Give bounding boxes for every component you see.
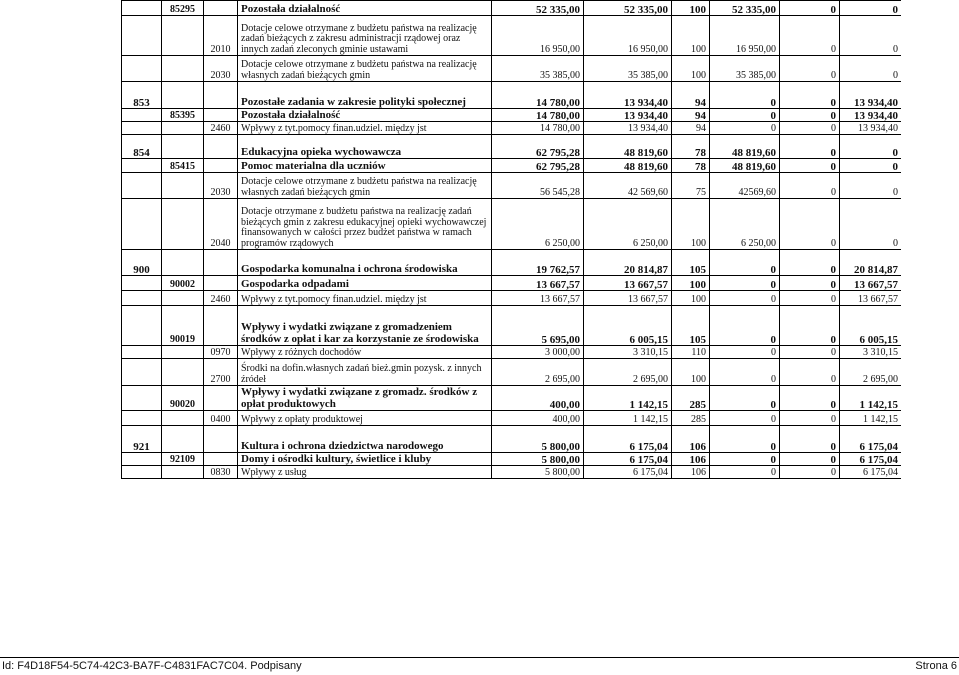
dzial-cell: 854	[122, 135, 162, 159]
biezace-cell: 52 335,00	[710, 1, 780, 16]
rozdzial-cell: 85295	[162, 1, 204, 16]
paragraf-cell	[204, 159, 238, 173]
majatkowe-cell: 0	[780, 306, 840, 346]
biezace-cell: 0	[710, 250, 780, 276]
table-row	[122, 250, 902, 276]
paragraf-cell	[204, 453, 238, 466]
table-row	[122, 346, 902, 359]
wlasne-cell: 1 142,15	[840, 386, 902, 411]
paragraf-cell	[204, 109, 238, 122]
name-cell: Pozostałe zadania w zakresie polityki społecznej	[238, 82, 492, 109]
rozdzial-cell	[162, 250, 204, 276]
table-row	[122, 466, 902, 479]
dzial-cell	[122, 199, 162, 250]
table-row	[122, 306, 902, 346]
paragraf-cell	[204, 250, 238, 276]
wlasne-cell: 0	[840, 199, 902, 250]
table-row	[122, 453, 902, 466]
wlasne-cell: 6 175,04	[840, 466, 902, 479]
biezace-cell: 0	[710, 122, 780, 135]
wykonanie-cell: 48 819,60	[584, 159, 672, 173]
paragraf-cell	[204, 426, 238, 453]
wykonanie-cell: 3 310,15	[584, 346, 672, 359]
rozdzial-cell	[162, 199, 204, 250]
biezace-cell: 6 250,00	[710, 199, 780, 250]
paragraf-cell	[204, 306, 238, 346]
plan-cell: 5 800,00	[492, 466, 584, 479]
plan-cell: 5 695,00	[492, 306, 584, 346]
wykonanie-cell: 13 667,57	[584, 276, 672, 291]
majatkowe-cell: 0	[780, 276, 840, 291]
table-row	[122, 386, 902, 411]
biezace-cell: 42569,60	[710, 173, 780, 199]
majatkowe-cell: 0	[780, 426, 840, 453]
dzial-cell	[122, 1, 162, 16]
wlasne-cell: 13 934,40	[840, 122, 902, 135]
percent-cell: 100	[672, 1, 710, 16]
name-cell: Wpływy z usług	[238, 466, 492, 479]
paragraf-cell: 0400	[204, 411, 238, 426]
table-row	[122, 291, 902, 306]
paragraf-cell	[204, 276, 238, 291]
plan-cell: 14 780,00	[492, 109, 584, 122]
plan-cell: 400,00	[492, 411, 584, 426]
biezace-cell: 0	[710, 453, 780, 466]
biezace-cell: 0	[710, 109, 780, 122]
percent-cell: 285	[672, 386, 710, 411]
table-row	[122, 56, 902, 82]
rozdzial-cell	[162, 359, 204, 386]
majatkowe-cell: 0	[780, 291, 840, 306]
percent-cell: 106	[672, 466, 710, 479]
dzial-cell	[122, 466, 162, 479]
plan-cell: 2 695,00	[492, 359, 584, 386]
plan-cell: 16 950,00	[492, 16, 584, 56]
page-footer	[0, 657, 959, 675]
biezace-cell: 0	[710, 386, 780, 411]
wlasne-cell: 6 005,15	[840, 306, 902, 346]
majatkowe-cell: 0	[780, 159, 840, 173]
name-cell: Wpływy i wydatki związane z gromadz. środków z opłat produktowych	[238, 386, 492, 411]
percent-cell: 78	[672, 135, 710, 159]
dzial-cell	[122, 56, 162, 82]
wykonanie-cell: 1 142,15	[584, 386, 672, 411]
paragraf-cell	[204, 1, 238, 16]
wykonanie-cell: 52 335,00	[584, 1, 672, 16]
rozdzial-cell: 92109	[162, 453, 204, 466]
plan-cell: 13 667,57	[492, 291, 584, 306]
name-cell: Dotacje celowe otrzymane z budżetu państwa na realizację własnych zadań bieżących gmin	[238, 173, 492, 199]
majatkowe-cell: 0	[780, 199, 840, 250]
rozdzial-cell	[162, 135, 204, 159]
paragraf-cell: 2700	[204, 359, 238, 386]
wykonanie-cell: 6 005,15	[584, 306, 672, 346]
table-row	[122, 173, 902, 199]
percent-cell: 106	[672, 453, 710, 466]
majatkowe-cell: 0	[780, 359, 840, 386]
table-row	[122, 359, 902, 386]
table-row	[122, 276, 902, 291]
table-row	[122, 411, 902, 426]
plan-cell: 62 795,28	[492, 135, 584, 159]
paragraf-cell: 0970	[204, 346, 238, 359]
wlasne-cell: 0	[840, 135, 902, 159]
name-cell: Gospodarka komunalna i ochrona środowiska	[238, 250, 492, 276]
dzial-cell: 853	[122, 82, 162, 109]
biezace-cell: 0	[710, 291, 780, 306]
rozdzial-cell: 90002	[162, 276, 204, 291]
paragraf-cell: 2460	[204, 291, 238, 306]
rozdzial-cell	[162, 411, 204, 426]
biezace-cell: 0	[710, 346, 780, 359]
table-row	[122, 159, 902, 173]
wlasne-cell: 6 175,04	[840, 453, 902, 466]
wlasne-cell: 1 142,15	[840, 411, 902, 426]
document-id-text: Id: F4D18F54-5C74-42C3-BA7F-C4831FAC7C04. Podpisany	[2, 660, 302, 672]
dzial-cell	[122, 109, 162, 122]
paragraf-cell: 2030	[204, 56, 238, 82]
wlasne-cell: 13 667,57	[840, 291, 902, 306]
plan-cell: 62 795,28	[492, 159, 584, 173]
wykonanie-cell: 13 934,40	[584, 122, 672, 135]
biezace-cell: 0	[710, 276, 780, 291]
plan-cell: 13 667,57	[492, 276, 584, 291]
biezace-cell: 16 950,00	[710, 16, 780, 56]
name-cell: Gospodarka odpadami	[238, 276, 492, 291]
rozdzial-cell: 85415	[162, 159, 204, 173]
name-cell: Wpływy z opłaty produktowej	[238, 411, 492, 426]
name-cell: Dotacje celowe otrzymane z budżetu państwa na realizację własnych zadań bieżących gmin	[238, 56, 492, 82]
name-cell: Pozostała działalność	[238, 109, 492, 122]
name-cell: Kultura i ochrona dziedzictwa narodowego	[238, 426, 492, 453]
dzial-cell	[122, 386, 162, 411]
name-cell: Wpływy z różnych dochodów	[238, 346, 492, 359]
wykonanie-cell: 35 385,00	[584, 56, 672, 82]
percent-cell: 94	[672, 109, 710, 122]
table-row	[122, 199, 902, 250]
majatkowe-cell: 0	[780, 346, 840, 359]
paragraf-cell: 2460	[204, 122, 238, 135]
majatkowe-cell: 0	[780, 1, 840, 16]
percent-cell: 105	[672, 250, 710, 276]
percent-cell: 75	[672, 173, 710, 199]
percent-cell: 110	[672, 346, 710, 359]
majatkowe-cell: 0	[780, 56, 840, 82]
plan-cell: 400,00	[492, 386, 584, 411]
percent-cell: 100	[672, 56, 710, 82]
percent-cell: 105	[672, 306, 710, 346]
rozdzial-cell	[162, 466, 204, 479]
name-cell: Dotacje otrzymane z budżetu państwa na realizację zadań bieżących gmin z zakresu edukacyjnej opieki wychowawczej finansowanych w całości przez budżet państwa w ramach programów rządowych	[238, 199, 492, 250]
rozdzial-cell: 85395	[162, 109, 204, 122]
plan-cell: 35 385,00	[492, 56, 584, 82]
name-cell: Środki na dofin.własnych zadań bież.gmin pozysk. z innych źródeł	[238, 359, 492, 386]
table-row	[122, 426, 902, 453]
majatkowe-cell: 0	[780, 386, 840, 411]
paragraf-cell: 2030	[204, 173, 238, 199]
rozdzial-cell	[162, 346, 204, 359]
biezace-cell: 0	[710, 306, 780, 346]
wlasne-cell: 2 695,00	[840, 359, 902, 386]
wlasne-cell: 6 175,04	[840, 426, 902, 453]
wykonanie-cell: 48 819,60	[584, 135, 672, 159]
dzial-cell	[122, 359, 162, 386]
plan-cell: 19 762,57	[492, 250, 584, 276]
table-row	[122, 135, 902, 159]
plan-cell: 5 800,00	[492, 426, 584, 453]
wykonanie-cell: 42 569,60	[584, 173, 672, 199]
wykonanie-cell: 20 814,87	[584, 250, 672, 276]
wykonanie-cell: 2 695,00	[584, 359, 672, 386]
dzial-cell	[122, 276, 162, 291]
majatkowe-cell: 0	[780, 173, 840, 199]
percent-cell: 100	[672, 199, 710, 250]
wykonanie-cell: 6 175,04	[584, 453, 672, 466]
budget-table-container	[121, 0, 901, 514]
majatkowe-cell: 0	[780, 82, 840, 109]
wlasne-cell: 20 814,87	[840, 250, 902, 276]
wlasne-cell: 0	[840, 1, 902, 16]
table-row	[122, 82, 902, 109]
wykonanie-cell: 6 175,04	[584, 426, 672, 453]
wlasne-cell: 0	[840, 16, 902, 56]
plan-cell: 5 800,00	[492, 453, 584, 466]
rozdzial-cell	[162, 291, 204, 306]
dzial-cell	[122, 453, 162, 466]
table-row	[122, 16, 902, 56]
plan-cell: 56 545,28	[492, 173, 584, 199]
biezace-cell: 48 819,60	[710, 135, 780, 159]
paragraf-cell: 2040	[204, 199, 238, 250]
majatkowe-cell: 0	[780, 411, 840, 426]
biezace-cell: 48 819,60	[710, 159, 780, 173]
wlasne-cell: 13 934,40	[840, 82, 902, 109]
majatkowe-cell: 0	[780, 109, 840, 122]
wykonanie-cell: 16 950,00	[584, 16, 672, 56]
name-cell: Wpływy z tyt.pomocy finan.udziel. między jst	[238, 291, 492, 306]
biezace-cell: 0	[710, 466, 780, 479]
table-row	[122, 109, 902, 122]
wykonanie-cell: 13 934,40	[584, 82, 672, 109]
plan-cell: 6 250,00	[492, 199, 584, 250]
dzial-cell	[122, 122, 162, 135]
rozdzial-cell: 90019	[162, 306, 204, 346]
paragraf-cell	[204, 135, 238, 159]
majatkowe-cell: 0	[780, 453, 840, 466]
majatkowe-cell: 0	[780, 466, 840, 479]
dzial-cell	[122, 346, 162, 359]
page-number: Strona 6	[915, 660, 957, 672]
majatkowe-cell: 0	[780, 122, 840, 135]
wlasne-cell: 3 310,15	[840, 346, 902, 359]
plan-cell: 14 780,00	[492, 82, 584, 109]
rozdzial-cell	[162, 173, 204, 199]
dzial-cell	[122, 173, 162, 199]
percent-cell: 100	[672, 276, 710, 291]
rozdzial-cell	[162, 122, 204, 135]
name-cell: Edukacyjna opieka wychowawcza	[238, 135, 492, 159]
percent-cell: 100	[672, 291, 710, 306]
dzial-cell	[122, 291, 162, 306]
majatkowe-cell: 0	[780, 16, 840, 56]
name-cell: Dotacje celowe otrzymane z budżetu państwa na realizację zadań bieżących z zakresu administracji rządowej oraz innych zadań zleconych gminie ustawami	[238, 16, 492, 56]
biezace-cell: 0	[710, 359, 780, 386]
rozdzial-cell	[162, 56, 204, 82]
plan-cell: 3 000,00	[492, 346, 584, 359]
paragraf-cell	[204, 82, 238, 109]
wlasne-cell: 13 667,57	[840, 276, 902, 291]
name-cell: Domy i ośrodki kultury, świetlice i kluby	[238, 453, 492, 466]
wykonanie-cell: 1 142,15	[584, 411, 672, 426]
percent-cell: 285	[672, 411, 710, 426]
name-cell: Pozostała działalność	[238, 1, 492, 16]
dzial-cell	[122, 306, 162, 346]
wlasne-cell: 13 934,40	[840, 109, 902, 122]
paragraf-cell: 0830	[204, 466, 238, 479]
biezace-cell: 0	[710, 426, 780, 453]
wykonanie-cell: 13 934,40	[584, 109, 672, 122]
paragraf-cell	[204, 386, 238, 411]
wykonanie-cell: 6 175,04	[584, 466, 672, 479]
rozdzial-cell	[162, 16, 204, 56]
wykonanie-cell: 6 250,00	[584, 199, 672, 250]
plan-cell: 52 335,00	[492, 1, 584, 16]
majatkowe-cell: 0	[780, 135, 840, 159]
percent-cell: 78	[672, 159, 710, 173]
percent-cell: 94	[672, 82, 710, 109]
rozdzial-cell: 90020	[162, 386, 204, 411]
table-body	[122, 1, 902, 479]
wykonanie-cell: 13 667,57	[584, 291, 672, 306]
plan-cell: 14 780,00	[492, 122, 584, 135]
dzial-cell	[122, 411, 162, 426]
budget-table	[121, 0, 901, 479]
dzial-cell: 900	[122, 250, 162, 276]
wlasne-cell: 0	[840, 173, 902, 199]
biezace-cell: 35 385,00	[710, 56, 780, 82]
table-row	[122, 122, 902, 135]
majatkowe-cell: 0	[780, 250, 840, 276]
dzial-cell	[122, 16, 162, 56]
wlasne-cell: 0	[840, 56, 902, 82]
percent-cell: 100	[672, 359, 710, 386]
percent-cell: 106	[672, 426, 710, 453]
table-row	[122, 1, 902, 16]
biezace-cell: 0	[710, 82, 780, 109]
dzial-cell	[122, 159, 162, 173]
rozdzial-cell	[162, 426, 204, 453]
percent-cell: 100	[672, 16, 710, 56]
dzial-cell: 921	[122, 426, 162, 453]
name-cell: Wpływy i wydatki związane z gromadzeniem środków z opłat i kar za korzystanie ze środowiska	[238, 306, 492, 346]
wlasne-cell: 0	[840, 159, 902, 173]
paragraf-cell: 2010	[204, 16, 238, 56]
biezace-cell: 0	[710, 411, 780, 426]
percent-cell: 94	[672, 122, 710, 135]
name-cell: Wpływy z tyt.pomocy finan.udziel. między jst	[238, 122, 492, 135]
rozdzial-cell	[162, 82, 204, 109]
name-cell: Pomoc materialna dla uczniów	[238, 159, 492, 173]
